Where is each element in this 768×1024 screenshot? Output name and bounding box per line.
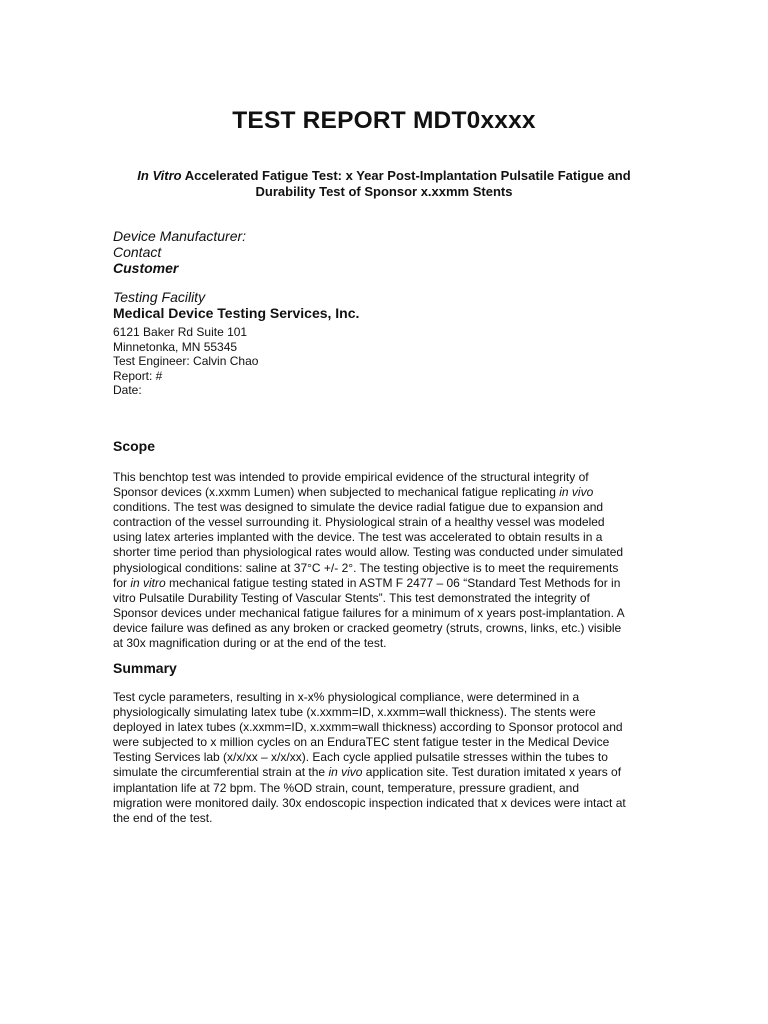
facility-block xyxy=(113,289,359,398)
report-subtitle xyxy=(104,168,664,200)
summary-text-run: Test cycle parameters, resulting in x-x% physiological compliance, were determined in a xyxy=(113,690,580,704)
summary-paragraph xyxy=(113,690,673,826)
scope-italic-run: in vitro xyxy=(130,575,166,590)
manufacturer-label: Device Manufacturer: xyxy=(113,228,247,244)
facility-report-number: Report: # xyxy=(113,368,163,383)
scope-line xyxy=(113,561,673,576)
scope-text-run: mechanical fatigue testing stated in ASTM F 2477 – 06 “Standard Test Methods for in xyxy=(165,575,621,590)
summary-italic-run: in vivo xyxy=(328,765,363,780)
summary-text-run: application site. Test duration imitated x years of xyxy=(362,765,622,780)
scope-line xyxy=(113,545,673,560)
summary-heading: Summary xyxy=(113,660,177,676)
scope-italic-run: in vivo xyxy=(559,485,594,500)
summary-text-run: physiologically simulating latex tube (x.xxmm=ID, x.xxmm=wall thickness). The stents were xyxy=(113,705,596,720)
scope-paragraph xyxy=(113,470,673,651)
scope-line xyxy=(113,500,673,515)
scope-text-run: conditions. The test was designed to simulate the device radial fatigue due to expansion and xyxy=(113,500,604,515)
subtitle-line-1-rest: Accelerated Fatigue Test: x Year Post-Implantation Pulsatile Fatigue and xyxy=(181,168,631,183)
scope-text-run: at 30x magnification during or at the end of the test. xyxy=(113,636,387,651)
scope-line xyxy=(113,576,673,591)
manufacturer-customer: Customer xyxy=(113,260,179,276)
summary-line xyxy=(113,811,673,826)
summary-line xyxy=(113,690,673,705)
scope-text-run: using latex arteries implanted with the device. The test was accelerated to obtain results in a xyxy=(113,530,603,545)
report-title: TEST REPORT MDT0xxxx xyxy=(232,107,536,134)
scope-line xyxy=(113,485,673,500)
scope-line xyxy=(113,606,673,621)
manufacturer-block xyxy=(113,228,246,276)
scope-text-run: contraction of the vessel surrounding it. Physiological strain of a healthy vessel was modeled xyxy=(113,515,605,530)
summary-line xyxy=(113,720,673,735)
scope-text-run: Sponsor devices (x.xxmm Lumen) when subjected to mechanical fatigue replicating xyxy=(113,485,560,500)
scope-text-run: This benchtop test was intended to provide empirical evidence of the structural integrity of xyxy=(113,470,589,484)
facility-test-engineer: Test Engineer: Calvin Chao xyxy=(113,354,259,369)
facility-date: Date: xyxy=(113,383,142,398)
summary-line xyxy=(113,765,673,780)
summary-line xyxy=(113,781,673,796)
subtitle-italic-lead: In Vitro xyxy=(137,168,182,183)
scope-line xyxy=(113,636,673,651)
scope-text-run: vitro Pulsatile Durability Testing of Vascular Stents”. This test demonstrated the integrity of xyxy=(113,590,590,605)
scope-line xyxy=(113,621,673,636)
manufacturer-contact: Contact xyxy=(113,244,162,260)
summary-line xyxy=(113,796,673,811)
summary-text-run: simulate the circumferential strain at the xyxy=(113,765,329,780)
summary-line xyxy=(113,735,673,750)
scope-text-run: Sponsor devices under mechanical fatigue failures for a minimum of x years post-implantation. A xyxy=(113,605,625,620)
facility-name: Medical Device Testing Services, Inc. xyxy=(113,305,360,321)
scope-text-run: shorter time period than physiological rates would allow. Testing was conducted under simulated xyxy=(113,545,624,560)
facility-address-line-2: Minnetonka, MN 55345 xyxy=(113,339,238,354)
facility-address-line-1: 6121 Baker Rd Suite 101 xyxy=(113,325,248,339)
summary-text-run: migration were monitored daily. 30x endoscopic inspection indicated that x devices were intact at xyxy=(113,795,626,810)
scope-heading: Scope xyxy=(113,438,156,454)
subtitle-line-2: Durability Test of Sponsor x.xxmm Stents xyxy=(255,184,513,199)
summary-line xyxy=(113,705,673,720)
summary-line xyxy=(113,750,673,765)
summary-text-run: deployed in latex tubes (x.xxmm=ID, x.xxmm=wall thickness) according to Sponsor protocol and xyxy=(113,720,623,735)
scope-text-run: for xyxy=(113,575,131,590)
summary-text-run: Testing Services lab (x/x/xx – x/x/xx). Each cycle applied pulsatile stresses within the tubes to xyxy=(113,750,608,765)
scope-line xyxy=(113,515,673,530)
scope-line xyxy=(113,591,673,606)
scope-line xyxy=(113,470,673,485)
subtitle-line-1 xyxy=(104,168,664,184)
summary-text-run: implantation life at 72 bpm. The %OD strain, count, temperature, pressure gradient, and xyxy=(113,780,580,795)
summary-text-run: the end of the test. xyxy=(113,810,213,825)
summary-text-run: were subjected to x million cycles on an EnduraTEC stent fatigue tester in the Medical Device xyxy=(113,735,610,750)
scope-text-run: device failure was defined as any broken or cracked geometry (struts, crowns, links, etc.) visible xyxy=(113,620,622,635)
facility-label: Testing Facility xyxy=(113,289,206,305)
scope-line xyxy=(113,530,673,545)
scope-text-run: physiological conditions: saline at 37°C +/- 2°. The testing objective is to meet the requirements xyxy=(113,560,619,575)
